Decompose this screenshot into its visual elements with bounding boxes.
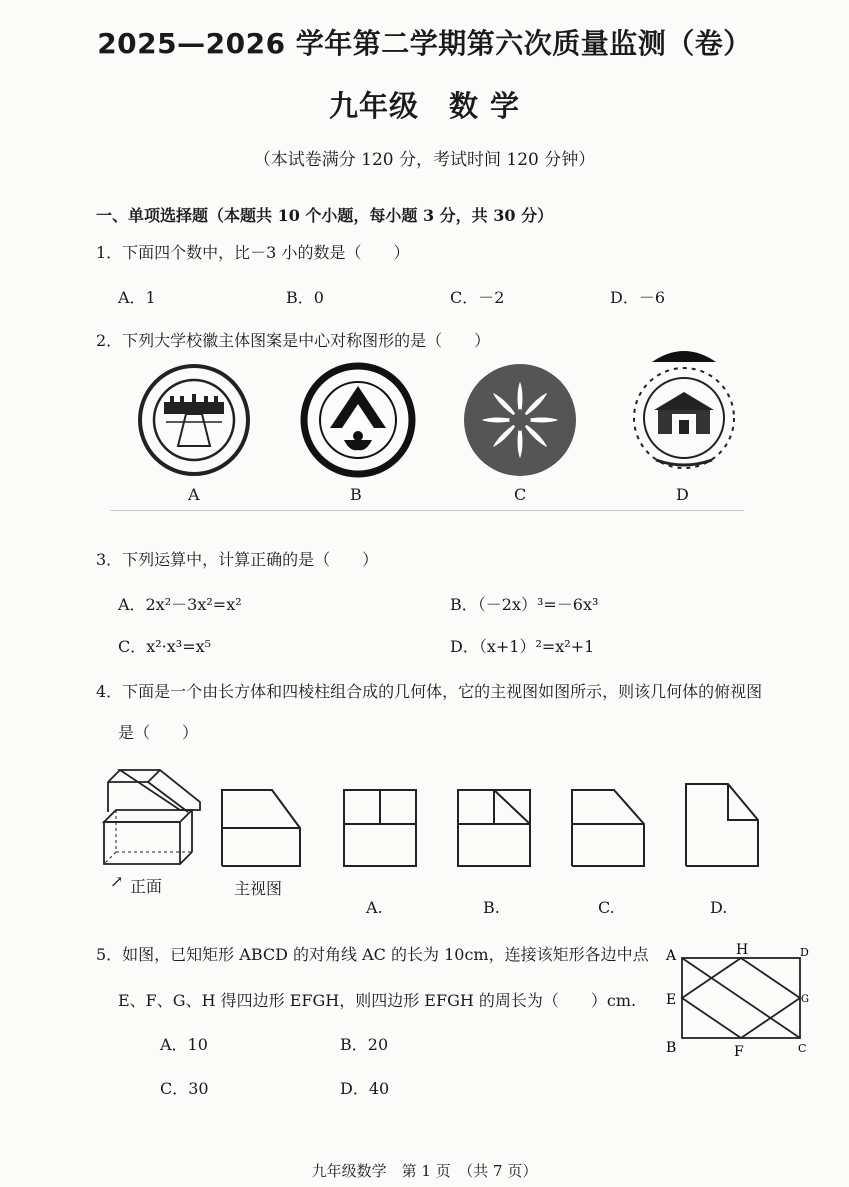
q4-option-c-figure (570, 788, 646, 868)
label-f: F (734, 1044, 744, 1060)
label-a: A (666, 948, 677, 964)
q1-option-b: B．0 (286, 288, 324, 307)
q4-option-a-figure (342, 788, 418, 868)
emblem-d-caption: D (676, 485, 689, 504)
q4-option-b-label: B. (483, 898, 500, 917)
q3-stem: 3．下列运算中，计算正确的是（ ） (96, 550, 379, 569)
q5-option-c: C．30 (160, 1079, 209, 1098)
emblem-d-icon (622, 350, 746, 480)
q2-stem: 2．下列大学校徽主体图案是中心对称图形的是（ ） (96, 331, 491, 350)
emblem-c-icon (462, 362, 578, 478)
divider (110, 510, 744, 511)
label-d: D (800, 946, 809, 959)
q5-stem: 5．如图，已知矩形 ABCD 的对角线 AC 的长为 10cm，连接该矩形各边中点 (96, 945, 649, 964)
emblem-b-caption: B (350, 485, 362, 504)
q4-option-c-label: C. (598, 898, 615, 917)
q4-stem: 4．下面是一个由长方体和四棱柱组合成的几何体，它的主视图如图所示，则该几何体的俯视图 (96, 682, 763, 701)
emblem-a-icon (136, 362, 252, 478)
exam-subtitle: 九年级 数 学 (328, 89, 521, 123)
q4-option-b-figure (456, 788, 532, 868)
main-view-label: 主视图 (234, 879, 283, 898)
q3-option-b: B．（－2x）³=－6x³ (450, 595, 599, 614)
page-footer: 九年级数学 第 1 页 （共 7 页） (311, 1162, 538, 1180)
q1-option-d: D．－6 (610, 288, 666, 307)
exam-note: （本试卷满分 120 分，考试时间 120 分钟） (253, 150, 596, 170)
q3-option-c: C．x²·x³=x⁵ (118, 637, 212, 656)
q5-stem-continued: E、F、G、H 得四边形 EFGH，则四边形 EFGH 的周长为（ ）cm. (118, 991, 637, 1010)
q4-option-d-label: D. (710, 898, 728, 917)
exam-title: 2025—2026 学年第二学期第六次质量监测（卷） (97, 27, 752, 60)
q5-option-b: B．20 (340, 1035, 389, 1054)
q5-option-a: A．10 (160, 1035, 208, 1054)
emblem-c-caption: C (514, 485, 527, 504)
front-label: 正面 (130, 877, 163, 896)
label-e: E (666, 992, 677, 1008)
q1-option-c: C．－2 (450, 288, 505, 307)
arrow-icon: ↗ (110, 872, 124, 891)
q4-stem-continued: 是（ ） (118, 723, 199, 742)
q3-option-d: D．（x+1）²=x²+1 (450, 637, 595, 656)
q1-option-a: A．1 (118, 288, 156, 307)
q4-option-d-figure (684, 782, 760, 868)
solid-3d-figure (100, 760, 210, 870)
section-heading: 一、单项选择题（本题共 10 个小题，每小题 3 分，共 30 分） (96, 206, 554, 225)
emblem-b-icon (300, 362, 416, 478)
q5-option-d: D．40 (340, 1079, 390, 1098)
label-h: H (736, 942, 749, 958)
label-g: G (801, 994, 809, 1005)
q1-stem: 1．下面四个数中，比－3 小的数是（ ） (96, 243, 410, 262)
emblem-a-caption: A (188, 485, 200, 504)
label-c: C (798, 1042, 807, 1055)
rectangle-figure (662, 940, 810, 1060)
main-view-figure (220, 788, 302, 868)
q3-option-a: A．2x²－3x²=x² (118, 595, 242, 614)
label-b: B (666, 1040, 677, 1056)
q4-option-a-label: A. (366, 898, 383, 917)
